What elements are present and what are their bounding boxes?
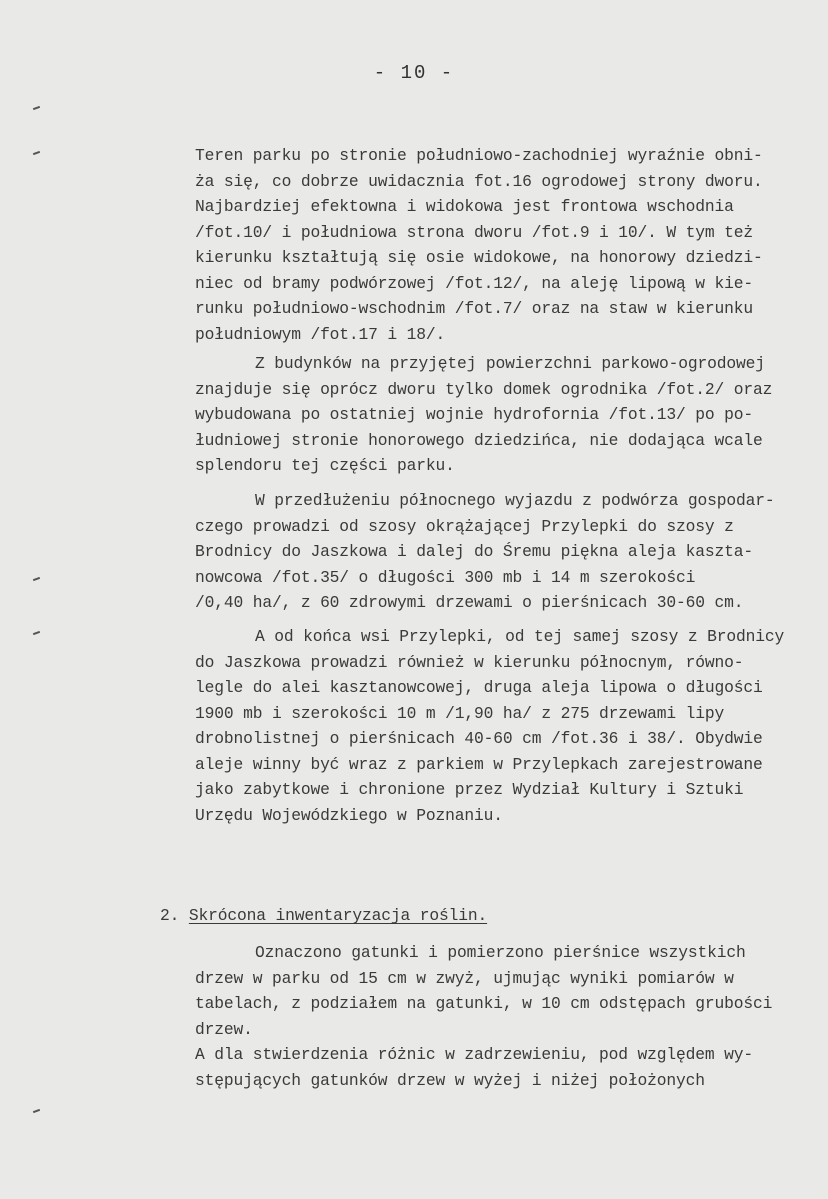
text-line: drzew. — [195, 1019, 253, 1039]
text-line: kierunku kształtują się osie widokowe, na honorowy dziedzi- — [195, 248, 763, 267]
text-line: Najbardziej efektowna i widokowa jest frontowa wschodnia — [195, 197, 734, 216]
paragraph-5 — [195, 940, 825, 1093]
text-line: nowcowa /fot.35/ o długości 300 mb i 14 m szerokości — [195, 567, 696, 587]
section-title: Skrócona inwentaryzacja roślin. — [188, 906, 488, 925]
paragraph-2 — [195, 351, 825, 479]
paragraph-4 — [195, 624, 825, 828]
text-line: wybudowana po ostatniej wojnie hydrofornia /fot.13/ po po- — [195, 405, 753, 424]
text-line: stępujących gatunków drzew w wyżej i niżej położonych — [195, 1070, 705, 1090]
text-line: drzew w parku od 15 cm w zwyż, ujmując wyniki pomiarów w — [195, 968, 734, 988]
section-heading — [160, 903, 487, 929]
text-line: /fot.10/ i południowa strona dworu /fot.9 i 10/. W tym też — [195, 222, 753, 242]
page-number: - 10 - — [373, 62, 455, 84]
text-line: Teren parku po stronie południowo-zachodniej wyraźnie obni- — [195, 146, 763, 165]
text-line: znajduje się oprócz dworu tylko domek ogrodnika /fot.2/ oraz — [195, 379, 773, 399]
margin-mark — [33, 151, 40, 155]
margin-mark — [33, 1109, 40, 1113]
section-number: 2. — [160, 906, 180, 925]
text-line: Z budynków na przyjętej powierzchni parkowo-ogrodowej — [255, 354, 765, 373]
text-line: ża się, co dobrze uwidacznia fot.16 ogrodowej strony dworu. — [195, 171, 763, 191]
text-line: A od końca wsi Przylepki, od tej samej szosy z Brodnicy — [255, 627, 785, 646]
text-line: legle do alei kasztanowcowej, druga aleja lipowa o długości — [195, 678, 763, 697]
text-line: Brodnicy do Jaszkowa i dalej do Śremu piękna aleja kaszta- — [195, 542, 753, 561]
margin-mark — [33, 631, 40, 635]
text-line: łudniowej stronie honorowego dziedzińca, nie dodająca wcale — [195, 430, 763, 450]
text-line: tabelach, z podziałem na gatunki, w 10 cm odstępach grubości — [195, 994, 773, 1013]
text-line: A dla stwierdzenia różnic w zadrzewieniu, pod względem wy- — [195, 1045, 753, 1064]
text-line: Urzędu Wojewódzkiego w Poznaniu. — [195, 805, 503, 825]
text-line: aleje winny być wraz z parkiem w Przylepkach zarejestrowane — [195, 754, 763, 774]
text-line: /0,40 ha/, z 60 zdrowymi drzewami o pierśnicach 30-60 cm. — [195, 593, 744, 612]
text-line: W przedłużeniu północnego wyjazdu z podwórza gospodar- — [255, 491, 775, 510]
text-line: niec od bramy podwórzowej /fot.12/, na aleję lipową w kie- — [195, 273, 753, 293]
paragraph-3 — [195, 488, 825, 616]
paragraph-1 — [195, 143, 825, 347]
text-line: jako zabytkowe i chronione przez Wydział Kultury i Sztuki — [195, 780, 744, 799]
margin-mark — [33, 577, 40, 581]
text-line: do Jaszkowa prowadzi również w kierunku północnym, równo- — [195, 652, 744, 672]
text-line: czego prowadzi od szosy okrążającej Przylepki do szosy z — [195, 516, 734, 536]
text-line: 1900 mb i szerokości 10 m /1,90 ha/ z 275 drzewami lipy — [195, 703, 725, 723]
margin-mark — [33, 106, 40, 110]
text-line: drobnolistnej o pierśnicach 40-60 cm /fot.36 i 38/. Obydwie — [195, 729, 763, 748]
text-line: południowym /fot.17 i 18/. — [195, 324, 446, 344]
text-line: Oznaczono gatunki i pomierzono pierśnice wszystkich — [255, 943, 746, 962]
text-line: splendoru tej części parku. — [195, 456, 455, 475]
text-line: runku południowo-wschodnim /fot.7/ oraz na staw w kierunku — [195, 299, 753, 318]
